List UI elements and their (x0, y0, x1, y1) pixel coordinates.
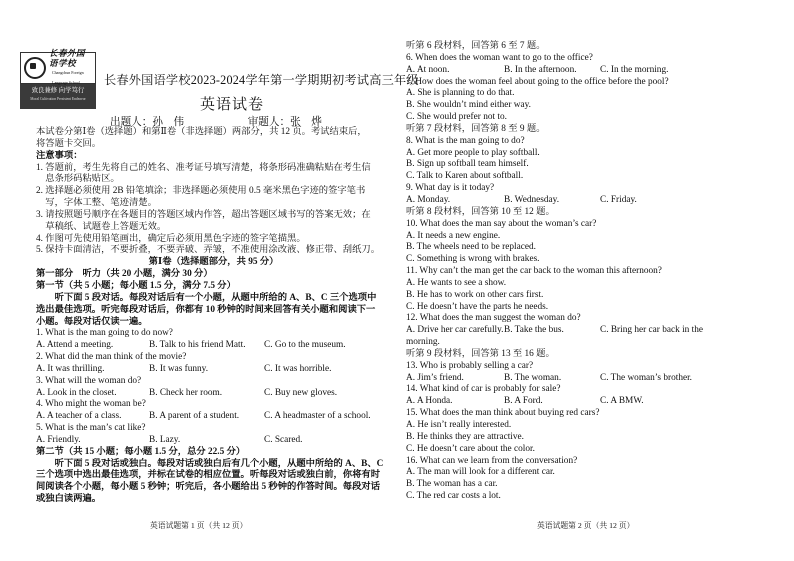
option-text: B. Lazy. (149, 434, 181, 445)
text-line: 间阅读各个小题，每小题 5 秒钟；听完后，各小题给出 5 秒钟的作答时间。每段对话 (36, 482, 380, 493)
text-line: 15. What does the man think about buying red cars? (406, 408, 600, 419)
text-line: 7. How does the woman feel about going to the office before the pool? (406, 76, 669, 87)
text-line: 小题。每段对话仅读一遍。 (36, 316, 148, 327)
text-line: C. Something is wrong with brakes. (406, 254, 540, 265)
text-line: 听第 9 段材料，回答第 13 至 16 题。 (406, 348, 555, 359)
option-row (36, 364, 391, 376)
text-line: 听第 7 段材料，回答第 8 至 9 题。 (406, 123, 546, 134)
option-text: A. A teacher of a class. (36, 411, 122, 422)
text-line: A. The man will look for a different car. (406, 467, 555, 478)
text-line: 9. What day is it today? (406, 183, 495, 194)
option-row (36, 411, 391, 423)
text-line: 第二节（共 15 小题；每小题 1.5 分，总分 22.5 分） (36, 446, 246, 457)
text-line: 3. 请按照题号顺序在各题目的答题区域内作答，超出答题区域书写的答案无效；在 (36, 209, 371, 220)
option-row (406, 325, 704, 337)
paper-title: 英语试卷 (200, 97, 265, 113)
option-text: C. Go to the museum. (264, 340, 346, 351)
text-line: 写，字体工整、笔迹清楚。 (36, 198, 157, 209)
text-line: C. He doesn’t care about the color. (406, 443, 535, 454)
text-line: 1. 答题前，考生先将自己的姓名、准考证号填写清楚，将条形码准确粘贴在考生信 (36, 162, 371, 173)
logo-motto-en: Moral Cultivation Persistent Endeavor (30, 97, 86, 101)
option-text: A. Look in the closet. (36, 387, 117, 398)
text-line: C. He doesn’t have the parts he needs. (406, 301, 549, 312)
text-line: 息条形码粘贴区。 (36, 174, 120, 185)
text-line: morning. (406, 337, 440, 348)
text-line: 4. Who might the woman be? (36, 399, 146, 410)
text-line: 2. 选择题必须使用 2B 铅笔填涂；非选择题必须使用 0.5 毫米黑色字迹的签字笔书 (36, 186, 366, 197)
text-line: 本试卷分第Ⅰ卷（选择题）和第Ⅱ卷（非选择题）两部分，共 12 页。考试结束后， (36, 127, 367, 137)
text-line: 8. What is the man going to do? (406, 135, 525, 146)
text-line: A. It needs a new engine. (406, 230, 501, 241)
option-row (36, 388, 391, 400)
text-line: B. She wouldn’t mind either way. (406, 100, 531, 111)
text-line: 注意事项： (36, 150, 83, 161)
right-column-text (406, 41, 704, 503)
option-text: C. It was horrible. (264, 363, 332, 374)
text-line: 草稿纸、试题卷上答题无效。 (36, 221, 167, 232)
option-row (406, 372, 693, 385)
text-line: 14. What kind of car is probably for sale? (406, 384, 561, 395)
option-text: B. Wednesday. (504, 194, 560, 205)
page-footer-left: 英语试题第 1 页（共 12 页） (150, 521, 248, 530)
logo-motto: 致良兼修 向学笃行 (31, 87, 85, 94)
option-text: C. The woman’s brother. (600, 372, 693, 383)
text-line: 第一节（共 5 小题；每小题 1.5 分，满分 7.5 分） (36, 280, 236, 291)
text-line: A. He isn’t really interested. (406, 420, 512, 430)
option-text: C. Scared. (264, 434, 303, 445)
option-row (406, 195, 669, 207)
text-line: C. Talk to Karen about softball. (406, 171, 524, 182)
text-line: 听下面 5 段对话或独白。每段对话或独白后有几个小题，从题中所给的 A、B、C (36, 458, 384, 469)
text-line: 12. What does the man suggest the woman do? (406, 313, 581, 324)
logo-name: 长春外国语学校 (49, 48, 86, 68)
option-text: B. The woman. (504, 372, 562, 383)
text-line: 10. What does the man say about the woman’s car? (406, 218, 597, 229)
option-text: A. Attend a meeting. (36, 340, 114, 351)
option-text: A. Friendly. (36, 434, 81, 445)
option-text: C. Bring her car back in the (600, 325, 704, 336)
text-line: 5. 保持卡面清洁，不要折叠，不要弄破、弄皱，不准使用涂改液、修正带、刮纸刀。 (36, 245, 380, 256)
page-footer-right: 英语试题第 2 页（共 12 页） (537, 521, 635, 530)
option-text: A. Jim’s friend. (406, 372, 464, 383)
text-line: C. She would prefer not to. (406, 112, 507, 123)
text-line: 或独白读两遍。 (36, 494, 102, 505)
option-text: C. Buy new gloves. (264, 387, 338, 398)
text-line: 5. What is the man’s cat like? (36, 423, 146, 434)
school-logo (20, 48, 96, 108)
text-line: B. He thinks they are attractive. (406, 431, 524, 442)
text-line: 3. What will the woman do? (36, 375, 142, 386)
text-line: 第一部分 听力（共 20 小题，满分 30 分） (36, 269, 213, 280)
option-text: A. At noon. (406, 64, 450, 75)
text-line: B. The woman has a car. (406, 479, 498, 490)
option-text: C. A BMW. (600, 396, 644, 407)
text-line: 11. Why can’t the man get the car back to the woman this afternoon? (406, 266, 662, 277)
option-text: B. Talk to his friend Matt. (149, 340, 246, 351)
option-row (406, 396, 669, 408)
option-text: C. Friday. (600, 194, 637, 205)
text-line: 听第 6 段材料，回答第 6 至 7 题。 (406, 41, 546, 51)
text-line: 1. What is the man going to do now? (36, 328, 173, 339)
option-text: B. In the afternoon. (504, 64, 577, 75)
option-text: C. In the morning. (600, 64, 669, 75)
text-line: 三个选项中选出最佳选项，并标在试卷的相应位置。听每段对话或独白前，你将有时 (36, 470, 380, 481)
page-right (397, 0, 794, 561)
text-line: B. The wheels need to be replaced. (406, 242, 536, 253)
text-line: 第Ⅰ卷（选择题部分，共 95 分） (148, 257, 279, 268)
option-text: B. It was funny. (149, 363, 209, 374)
text-line: 将答题卡交回。 (36, 138, 102, 149)
text-line: 听下面 5 段对话。每段对话后有一个小题，从题中所给的 A、B、C 三个选项中 (36, 292, 377, 303)
option-row (36, 435, 391, 447)
text-line: 13. Who is probably selling a car? (406, 360, 534, 371)
text-line: A. He wants to see a show. (406, 277, 507, 288)
option-text: C. A headmaster of a school. (264, 411, 371, 422)
text-line: A. Get more people to play softball. (406, 147, 540, 158)
text-line: A. She is planning to do that. (406, 88, 515, 99)
option-row (406, 65, 669, 77)
text-line: C. The red car costs a lot. (406, 491, 501, 502)
authors-line: 出题人：孙 伟 审题人：张 烨 (110, 117, 322, 128)
text-line: B. Sign up softball team himself. (406, 159, 529, 170)
text-line: 听第 8 段材料，回答第 10 至 12 题。 (406, 206, 555, 217)
logo-subtitle: Changchun Foreign Language School (52, 70, 84, 85)
option-text: B. A parent of a student. (149, 411, 240, 422)
option-row (36, 340, 391, 352)
option-text: A. It was thrilling. (36, 363, 105, 374)
option-text: A. Monday. (406, 194, 451, 205)
left-column-text (36, 127, 391, 506)
text-line: 6. When does the woman want to go to the office? (406, 52, 593, 63)
text-line: 2. What did the man think of the movie? (36, 352, 187, 363)
text-line: 4. 作图可先使用铅笔画出，确定后必须用黑色字迹的签字笔描黑。 (36, 233, 306, 244)
text-line: 选出最佳选项。听完每段对话后，你都有 10 秒钟的时间来回答有关小题和阅读下一 (36, 304, 376, 315)
option-text: B. Check her room. (149, 387, 223, 398)
text-line: B. He has to work on other cars first. (406, 289, 544, 300)
text-line: 16. What can we learn from the conversation? (406, 455, 578, 466)
school-seal-icon (24, 57, 46, 79)
option-text: B. A Ford. (504, 396, 543, 407)
option-text: B. Take the bus. (504, 325, 564, 336)
option-text: A. A Honda. (406, 396, 453, 407)
school-title: 长春外国语学校2023-2024学年第一学期期初考试高三年级 (104, 73, 419, 87)
option-text: A. Drive her car carefully. (406, 325, 504, 336)
